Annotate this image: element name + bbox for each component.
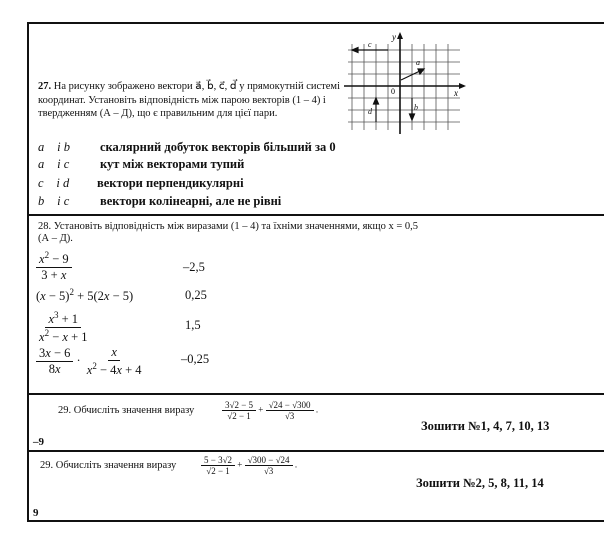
q27-number: 27. [38, 81, 52, 92]
vector-b-arrow-icon [410, 114, 415, 120]
pair-statement: вектори колінеарні, але не рівні [100, 194, 282, 208]
q28-expression-2: $(x - 5)^2 + 5(2x - 5)$ [36, 287, 134, 304]
q28-value: 1,5 [185, 318, 201, 332]
vector-d-arrow-icon [374, 98, 379, 104]
q29a-note: Зошити №1, 4, 7, 10, 13 [421, 419, 550, 433]
q28-expression-3: $\frac{x^3 + 1}{x^2 - x + 1}$ [39, 310, 88, 345]
pair-statement: вектори перпендикулярні [97, 176, 244, 190]
graph-grid [348, 44, 460, 130]
q28-expression-4: $\frac{3x - 6}{8x}$ · $\frac{x}{x^2 - 4x + 4}$ [36, 345, 145, 378]
pair-label: a⃗ і b⃗ [38, 140, 80, 154]
origin-label: 0 [391, 87, 395, 96]
pair-label: c⃗ і d⃗ [38, 176, 79, 190]
left-border [27, 22, 29, 522]
q28-value: 0,25 [185, 288, 207, 302]
q27-pair-row [38, 194, 79, 209]
vector-a-label: a [416, 58, 420, 67]
q27-pair-row [38, 157, 79, 172]
pair-statement: кут між векторами тупий [100, 157, 245, 171]
pair-label: a⃗ і c⃗ [38, 157, 79, 171]
q29a-expression: $\frac{3√2 - 5}{√2 - 1}$ + $\frac{√24 - √300}{√3}$ . [222, 400, 318, 421]
q29b-text: 29. Обчисліть значення виразу [40, 460, 177, 471]
vector-d-label: d [368, 107, 372, 116]
vector-a-arrow-icon [418, 69, 424, 74]
q28-value: –0,25 [181, 352, 210, 366]
vector-c-label: c [368, 40, 372, 49]
pair-statement: скалярний добуток векторів більший за 0 [100, 140, 336, 154]
x-axis-label: x [454, 88, 458, 98]
q29b-note: Зошити №2, 5, 8, 11, 14 [416, 476, 544, 490]
x-axis-arrow-icon [459, 83, 466, 89]
vector-b-label: b [414, 103, 418, 112]
q27-text: На рисунку зображено вектори a⃗, b⃗, c⃗, d⃗ у прямокутній системі координат. Установіть відповідність між парою векторів (1 – 4) і твердженням (А – Д), що є правильним для цієї пари. [38, 81, 340, 119]
divider-q29b [27, 450, 604, 452]
vector-coordinate-graph [340, 30, 470, 140]
top-border [27, 22, 604, 24]
q29a-text: 29. Обчисліть значення виразу [58, 405, 195, 416]
q29b-expression: $\frac{5 - 3√2}{√2 - 1}$ + $\frac{√300 - √24}{√3}$ . [201, 455, 297, 476]
q28-text: 28. Установіть відповідність між виразами (1 – 4) та їхніми значеннями, якщо x = 0,5 (А – Д). [38, 221, 419, 244]
q29b-answer: 9 [33, 507, 39, 519]
q28-expression-1: $\frac{x^2 - 9}{3 + x}$ [36, 250, 72, 283]
divider-q28 [27, 214, 604, 216]
q28-value: –2,5 [183, 260, 205, 274]
q27-text-block [38, 80, 358, 121]
pair-label: b⃗ і c⃗ [38, 194, 79, 208]
divider-q29a [27, 393, 604, 395]
y-axis-label: y [392, 32, 396, 42]
y-axis-arrow-icon [397, 32, 403, 39]
vector-c-arrow-icon [352, 48, 358, 53]
q27-pair-row [38, 140, 80, 155]
q27-pair-row [38, 176, 79, 191]
bottom-border [27, 520, 604, 522]
q29a-answer: –9 [33, 436, 44, 448]
